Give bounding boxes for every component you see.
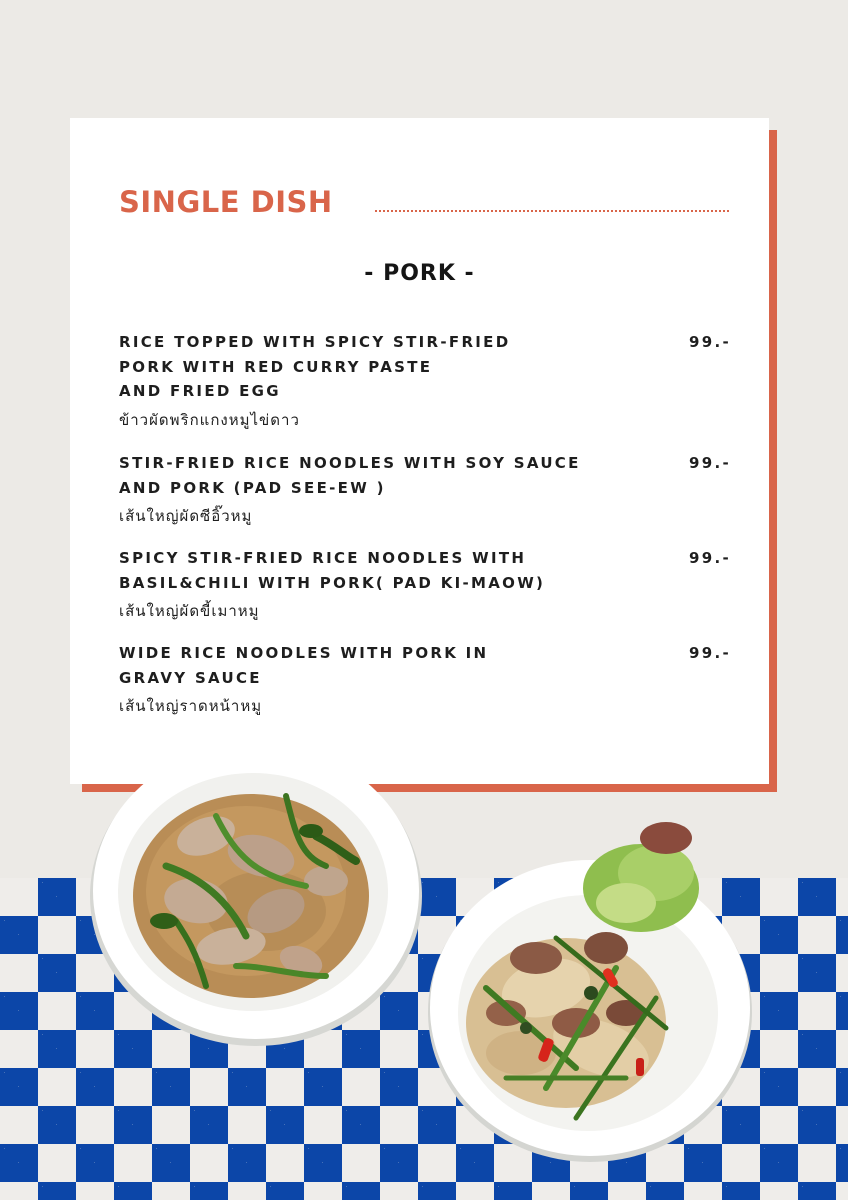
menu-heading: SINGLE DISH — [119, 185, 333, 219]
item-thai-name: เส้นใหญ่ราดหน้าหมู — [119, 697, 263, 715]
item-price: 99.- — [689, 333, 731, 351]
section-title: - PORK - — [364, 261, 475, 286]
item-name: WIDE RICE NOODLES WITH PORK IN GRAVY SAUCE — [119, 644, 489, 687]
rad-na-pork-photo — [86, 736, 426, 1052]
item-price: 99.- — [689, 549, 731, 567]
menu-item — [119, 641, 731, 718]
item-thai-name: ข้าวผัดพริกแกงหมูไข่ดาว — [119, 410, 300, 429]
menu-card — [70, 118, 769, 784]
pad-ki-maow-pork-photo — [426, 818, 758, 1166]
item-price: 99.- — [689, 644, 731, 662]
item-price: 99.- — [689, 454, 731, 472]
item-name: SPICY STIR-FRIED RICE NOODLES WITH BASIL&CHILI WITH PORK( PAD KI-MAOW) — [119, 549, 546, 592]
item-name: STIR-FRIED RICE NOODLES WITH SOY SAUCE AND PORK (PAD SEE-EW ) — [119, 454, 581, 497]
item-name: RICE TOPPED WITH SPICY STIR-FRIED PORK WITH RED CURRY PASTE AND FRIED EGG — [119, 333, 511, 400]
menu-item — [119, 546, 731, 623]
item-thai-name: เส้นใหญ่ผัดขี้เมาหมู — [119, 602, 260, 620]
menu-item — [119, 451, 731, 528]
dotted-leader — [375, 210, 729, 212]
menu-item — [119, 330, 731, 432]
heading-row — [119, 184, 729, 220]
item-thai-name: เส้นใหญ่ผัดซีอิ๊วหมู — [119, 507, 253, 525]
